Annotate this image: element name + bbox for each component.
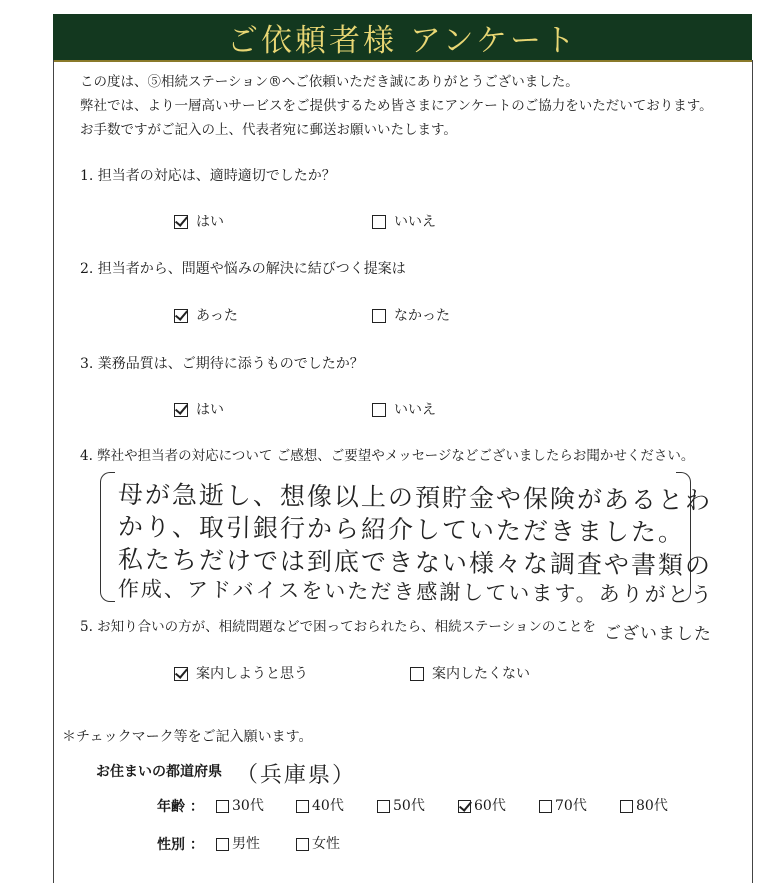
gender-option-female[interactable]: [296, 837, 340, 851]
check-mark-note: ＊チェックマーク等をご記入願います。: [62, 729, 313, 745]
q2-no-label: なかった: [394, 308, 450, 324]
age-option-label: 80代: [636, 798, 668, 814]
age-option-40[interactable]: [296, 799, 344, 813]
question-2: 2. 担当者から、問題や悩みの解決に結びつく提案は: [80, 261, 406, 277]
q3-no-option[interactable]: [372, 403, 436, 417]
age-option-label: 40代: [312, 798, 344, 814]
frame-left-border: [53, 60, 54, 883]
checkbox-icon[interactable]: [216, 800, 229, 813]
prefecture-value-handwritten: （兵庫県）: [235, 762, 357, 789]
gender-option-male[interactable]: [216, 837, 260, 851]
q3-yes-label: はい: [196, 402, 224, 418]
checkbox-icon[interactable]: [410, 667, 424, 681]
age-option-50[interactable]: [377, 799, 425, 813]
checkbox-icon[interactable]: [372, 309, 386, 323]
q5-no-option[interactable]: [410, 667, 530, 681]
q5-yes-label: 案内しようと思う: [196, 666, 308, 682]
checkbox-icon[interactable]: [296, 800, 309, 813]
checkbox-checked-icon[interactable]: [174, 403, 188, 417]
q1-no-label: いいえ: [394, 214, 436, 230]
age-option-70[interactable]: [539, 799, 587, 813]
question-4: 4. 弊社や担当者の対応について ご感想、ご要望やメッセージなどございましたらお聞かせください。: [80, 448, 695, 464]
intro-line-2: 弊社では、より一層高いサービスをご提供するため皆さまにアンケートのご協力をいただいております。: [80, 98, 713, 114]
handwritten-answer-line-1: 母が急逝し、想像以上の預貯金や保険があるとわ: [117, 479, 713, 516]
checkbox-icon[interactable]: [377, 800, 390, 813]
survey-title: ご依頼者様 アンケート: [227, 22, 578, 59]
age-option-label: 60代: [474, 798, 506, 814]
age-option-label: 30代: [232, 798, 264, 814]
checkbox-checked-icon[interactable]: [458, 800, 471, 813]
answer-bracket-left: [100, 472, 115, 602]
handwritten-answer-line-2: かり、取引銀行から紹介していただきました。: [117, 512, 686, 547]
q2-no-option[interactable]: [372, 309, 450, 323]
q1-no-option[interactable]: [372, 215, 436, 229]
q1-yes-label: はい: [196, 214, 224, 230]
checkbox-checked-icon[interactable]: [174, 309, 188, 323]
q5-no-label: 案内したくない: [432, 666, 530, 682]
survey-header-banner: [53, 14, 752, 62]
q3-no-label: いいえ: [394, 402, 436, 418]
handwritten-answer-line-4: 作成、アドバイスをいただき感謝しています。ありがとう: [117, 576, 714, 608]
age-label: 年齢 ：: [157, 799, 204, 815]
q2-yes-option[interactable]: [174, 309, 238, 323]
age-option-label: 50代: [393, 798, 425, 814]
q3-yes-option[interactable]: [174, 403, 224, 417]
q5-yes-option[interactable]: [174, 667, 308, 681]
age-option-80[interactable]: [620, 799, 668, 813]
gender-label: 性別 ：: [157, 837, 204, 853]
checkbox-icon[interactable]: [372, 403, 386, 417]
prefecture-label: お住まいの都道府県: [96, 764, 222, 780]
handwritten-answer-line-3: 私たちだけでは到底できない様々な調査や書類の: [117, 544, 713, 581]
q1-yes-option[interactable]: [174, 215, 224, 229]
gender-option-label: 女性: [312, 836, 340, 852]
q2-yes-label: あった: [196, 308, 238, 324]
checkbox-checked-icon[interactable]: [174, 667, 188, 681]
checkbox-icon[interactable]: [296, 838, 309, 851]
question-1: 1. 担当者の対応は、適時適切でしたか？: [80, 168, 336, 184]
question-3: 3. 業務品質は、ご期待に添うものでしたか？: [80, 356, 364, 372]
checkbox-icon[interactable]: [620, 800, 633, 813]
checkbox-icon[interactable]: [372, 215, 386, 229]
handwritten-answer-line-5: ございました: [603, 623, 713, 645]
question-5: 5. お知り合いの方が、相続問題などで困っておられたら、相続ステーションのことを: [80, 619, 596, 635]
age-option-30[interactable]: [216, 799, 264, 813]
intro-line-3: お手数ですがご記入の上、代表者宛に郵送お願いいたします。: [80, 122, 457, 138]
checkbox-checked-icon[interactable]: [174, 215, 188, 229]
gender-option-label: 男性: [232, 836, 260, 852]
age-option-label: 70代: [555, 798, 587, 814]
checkbox-icon[interactable]: [539, 800, 552, 813]
checkbox-icon[interactable]: [216, 838, 229, 851]
intro-line-1: この度は、⑤相続ステーション®へご依頼いただき誠にありがとうございました。: [80, 74, 579, 90]
age-option-60[interactable]: [458, 799, 506, 813]
frame-right-border: [752, 60, 753, 883]
